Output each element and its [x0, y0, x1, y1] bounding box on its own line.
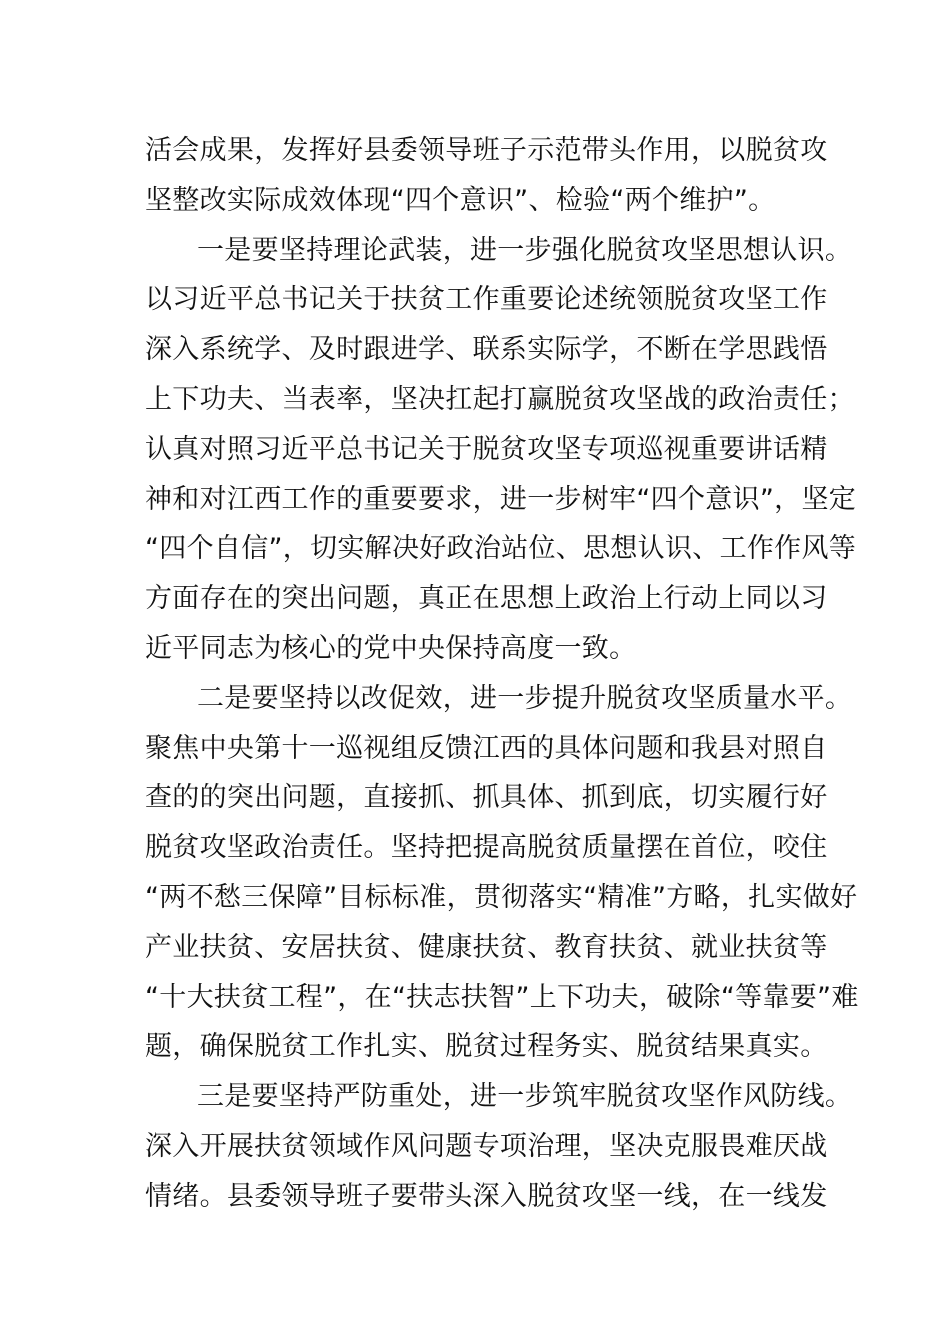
text-line: 方面存在的突出问题，真正在思想上政治上行动上同以习 [145, 583, 828, 615]
text-line: 查的的突出问题，直接抓、抓具体、抓到底，切实履行好 [145, 782, 828, 814]
text-line: “两不愁三保障”目标标准，贯彻落实“精准”方略，扎实做好 [145, 881, 858, 913]
text-line: “十大扶贫工程”，在“扶志扶智”上下功夫，破除“等靠要”难 [145, 981, 859, 1013]
paragraph-heading-line: 二是要坚持以改促效，进一步提升脱贫攻坚质量水平。 [197, 682, 853, 714]
text-line: “四个自信”，切实解决好政治站位、思想认识、工作作风等 [145, 533, 857, 565]
text-line: 情绪。县委领导班子要带头深入脱贫攻坚一线，在一线发 [145, 1180, 828, 1212]
paragraph-heading-line: 一是要坚持理论武装，进一步强化脱贫攻坚思想认识。 [197, 234, 853, 266]
paragraph-heading-line: 三是要坚持严防重处，进一步筑牢脱贫攻坚作风防线。 [197, 1081, 853, 1113]
document-body [145, 126, 859, 1222]
text-line: 深入系统学、及时跟进学、联系实际学，不断在学思践悟 [145, 334, 828, 366]
text-line: 产业扶贫、安居扶贫、健康扶贫、教育扶贫、就业扶贫等 [145, 931, 828, 963]
text-line: 认真对照习近平总书记关于脱贫攻坚专项巡视重要讲话精 [145, 433, 828, 465]
text-line: 脱贫攻坚政治责任。坚持把提高脱贫质量摆在首位，咬住 [145, 832, 828, 864]
text-line: 坚整改实际成效体现“四个意识”、检验“两个维护”。 [145, 184, 776, 216]
text-line: 近平同志为核心的党中央保持高度一致。 [145, 632, 637, 664]
text-line: 深入开展扶贫领域作风问题专项治理，坚决克服畏难厌战 [145, 1130, 828, 1162]
text-line: 上下功夫、当表率，坚决扛起打赢脱贫攻坚战的政治责任； [145, 383, 855, 415]
text-line: 神和对江西工作的重要要求，进一步树牢“四个意识”，坚定 [145, 483, 857, 515]
text-line: 题，确保脱贫工作扎实、脱贫过程务实、脱贫结果真实。 [145, 1031, 828, 1063]
text-line: 活会成果，发挥好县委领导班子示范带头作用，以脱贫攻 [145, 135, 828, 166]
text-line: 以习近平总书记关于扶贫工作重要论述统领脱贫攻坚工作 [145, 284, 828, 316]
text-line: 聚焦中央第十一巡视组反馈江西的具体问题和我县对照自 [145, 732, 828, 764]
